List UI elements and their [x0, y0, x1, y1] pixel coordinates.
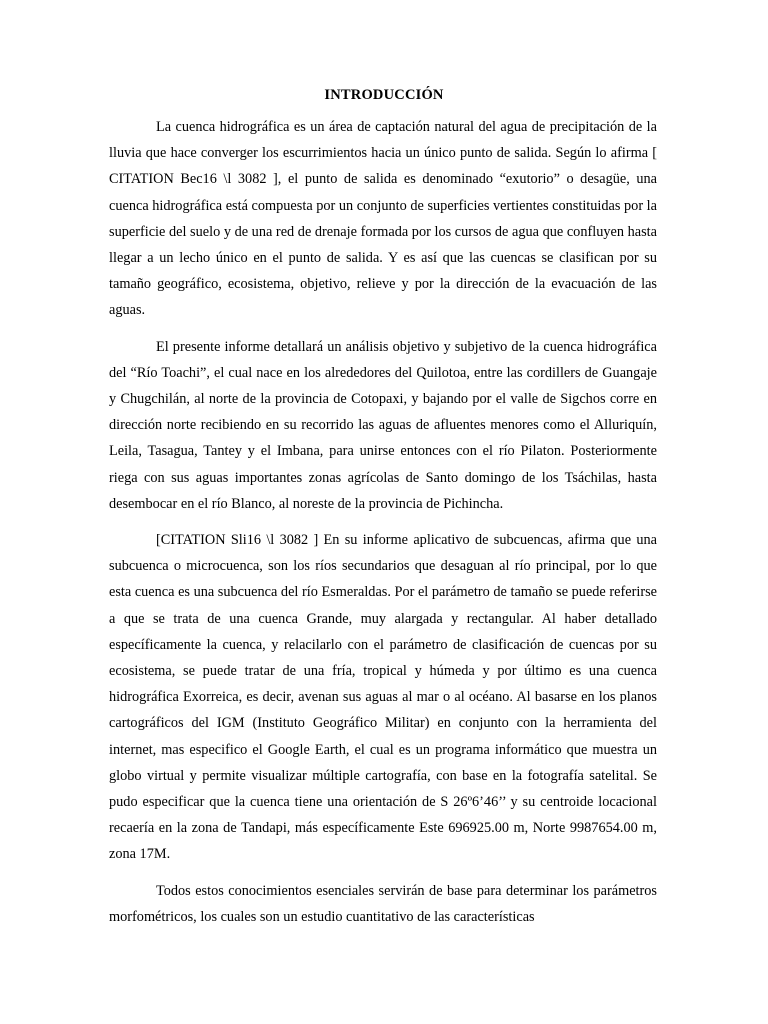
document-title: INTRODUCCIÓN — [324, 87, 444, 103]
paragraph-3: [CITATION Sli16 \l 3082 ] En su informe aplicativo de subcuencas, afirma que una subcuenca o microcuenca, son los ríos secundarios que desaguan al río principal, por lo que esta cuenca es una subcuenca del río Esmeraldas. Por el parámetro de tamaño se puede referirse a que se trata de una cuenca Grande, muy alargada y rectangular. Al haber detallado específicamente la cuenca, y relacilarlo con el parámetro de clasificación de cuencas por su ecosistema, se puede tratar de una fría, tropical y húmeda y por último es una cuenca hidrográfica Exorreica, es decir, avenan sus aguas al mar o al océano. Al basarse en los planos cartográficos del IGM (Instituto Geográfico Militar) en conjunto con la herramienta del internet, mas especifico el Google Earth, el cual es un programa informático que muestra un globo virtual y permite visualizar múltiple cartografía, con base en la fotografía satelital. Se pudo especificar que la cuenca tiene una orientación de S 26º6’46’’ y su centroide locacional recaería en la zona de Tandapi, más específicamente Este 696925.00 m, Norte 9987654.00 m, zona 17M. — [109, 532, 657, 863]
paragraph-4: Todos estos conocimientos esenciales servirán de base para determinar los parámetros morfométricos, los cuales son un estudio cuantitativo de las características — [109, 882, 657, 925]
paragraph-1: La cuenca hidrográfica es un área de captación natural del agua de precipitación de la lluvia que hace converger los escurrimientos hacia un único punto de salida. Según lo afirma [ CITATION Bec16 \l 3082 ], el punto de salida es denominado “exutorio” o desagüe, una cuenca hidrográfica está compuesta por un conjunto de superficies vertientes constituidas por la superficie del suelo y de una red de drenaje formada por los cursos de agua que confluyen hasta llegar a un lecho único en el punto de salida. Y es así que las cuencas se clasifican por su tamaño geográfico, ecosistema, objetivo, relieve y por la dirección de la evacuación de las aguas. — [109, 119, 657, 319]
paragraph-2: El presente informe detallará un análisis objetivo y subjetivo de la cuenca hidrográfica del “Río Toachi”, el cual nace en los alrededores del Quilotoa, entre las cordillers de Guangaje y Chugchilán, al norte de la provincia de Cotopaxi, y bajando por el valle de Sigchos corre en dirección norte recibiendo en su recorrido las aguas de afluentes menores como el Alluriquín, Leila, Tasagua, Tantey y el Imbana, para unirse entonces con el río Pilaton. Posteriormente riega con sus aguas importantes zonas agrícolas de Santo domingo de los Tsáchilas, hasta desembocar en el río Blanco, al noreste de la provincia de Pichincha. — [109, 338, 657, 512]
document-page — [109, 76, 657, 940]
